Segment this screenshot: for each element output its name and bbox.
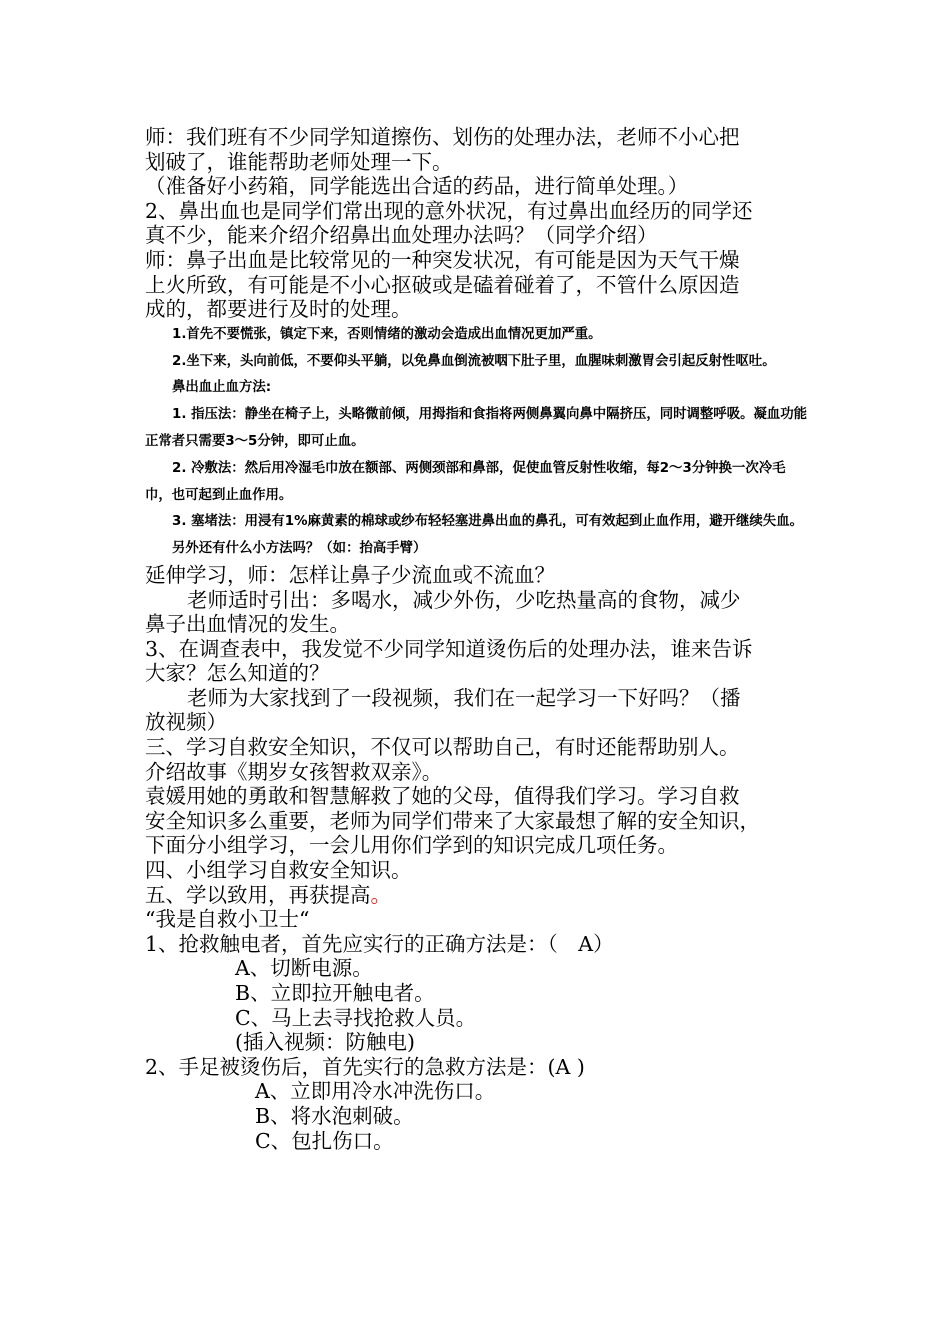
paragraph: （准备好小药箱，同学能选出合适的药品，进行简单处理。） [145,174,689,199]
quiz-question: 1、抢救触电者，首先应实行的正确方法是：（ A） [145,931,614,956]
paragraph: 放视频） [145,710,227,735]
paragraph: 介绍故事《期岁女孩智救双亲》。 [145,759,443,784]
bold-note: 2.坐下来，头向前低，不要仰头平躺，以免鼻血倒流被咽下肚子里，血腥味刺激胃会引起反射性呕吐。 [172,353,776,369]
paragraph: 老师适时引出：多喝水，减少外伤，少吃热量高的食物，减少 [187,587,741,612]
quiz-question: 2、手足被烫伤后，首先实行的急救方法是：(A ) [145,1054,585,1079]
quiz-option: A、切断电源。 [235,956,373,981]
section-heading [145,883,810,908]
paragraph: 大家？怎么知道的？ [145,661,330,686]
paragraph: 袁媛用她的勇敢和智慧解救了她的父母，值得我们学习。学习自救 [145,784,740,809]
paragraph: 师：鼻子出血是比较常见的一种突发状况，有可能是因为天气干燥 [145,247,740,272]
quiz-option: C、马上去寻找抢救人员。 [235,1005,477,1030]
bold-subheading: 鼻出血止血方法: [172,380,272,396]
bold-note: 1. 指压法：静坐在椅子上，头略微前倾，用拇指和食指将两侧鼻翼向鼻中隔挤压，同时调整呼吸。凝血功能正常者只需要3～5分钟，即可止血。 [145,407,808,449]
quiz-option: A、立即用冷水冲洗伤口。 [255,1079,496,1104]
quiz-note: (插入视频：防触电) [235,1030,415,1055]
bold-note: 2. 冷敷法：然后用冷湿毛巾放在额部、两侧颈部和鼻部，促使血管反射性收缩，每2～3分钟换一次冷毛巾，也可起到止血作用。 [145,460,786,503]
section-heading: 三、学习自救安全知识，不仅可以帮助自己，有时还能帮助别人。 [145,735,740,760]
paragraph: 划破了，谁能帮助老师处理一下。 [145,149,453,174]
red-period: 。 [370,882,391,907]
paragraph: 延伸学习，师：怎样让鼻子少流血或不流血？ [145,562,555,587]
section-heading: 四、小组学习自救安全知识。 [145,858,412,883]
document-page [145,125,810,1153]
paragraph: 2、鼻出血也是同学们常出现的意外状况，有过鼻出血经历的同学还 [145,198,753,223]
paragraph: 成的，都要进行及时的处理。 [145,297,412,322]
paragraph: 上火所致，有可能是不小心抠破或是磕着碰着了，不管什么原因造 [145,272,740,297]
paragraph: 师：我们班有不少同学知道擦伤、划伤的处理办法，老师不小心把 [145,125,740,149]
paragraph: 老师为大家找到了一段视频，我们在一起学习一下好吗？（播 [187,685,741,710]
quiz-title: “我是自救小卫士“ [145,907,310,932]
paragraph: 安全知识多么重要，老师为同学们带来了大家最想了解的安全知识， [145,808,760,833]
bold-note: 3. 塞堵法：用浸有1%麻黄素的棉球或纱布轻轻塞进鼻出血的鼻孔，可有效起到止血作用，避开继续失血。 [172,514,803,530]
paragraph: 真不少，能来介绍介绍鼻出血处理办法吗？（同学介绍） [145,223,658,248]
quiz-option: B、将水泡刺破。 [255,1103,414,1128]
bold-note: 1.首先不要慌张，镇定下来，否则情绪的激动会造成出血情况更加严重。 [172,326,602,342]
paragraph: 下面分小组学习，一会儿用你们学到的知识完成几项任务。 [145,833,678,858]
quiz-option: C、包扎伤口。 [255,1128,394,1153]
section-heading-text: 五、学以致用，再获提高 [145,882,371,907]
quiz-option: B、立即拉开触电者。 [235,981,435,1006]
paragraph: 3、在调查表中，我发觉不少同学知道烫伤后的处理办法，谁来告诉 [145,636,753,661]
bold-note: 另外还有什么小方法吗？（如：抬高手臂） [172,541,427,557]
paragraph: 鼻子出血情况的发生。 [145,612,350,637]
